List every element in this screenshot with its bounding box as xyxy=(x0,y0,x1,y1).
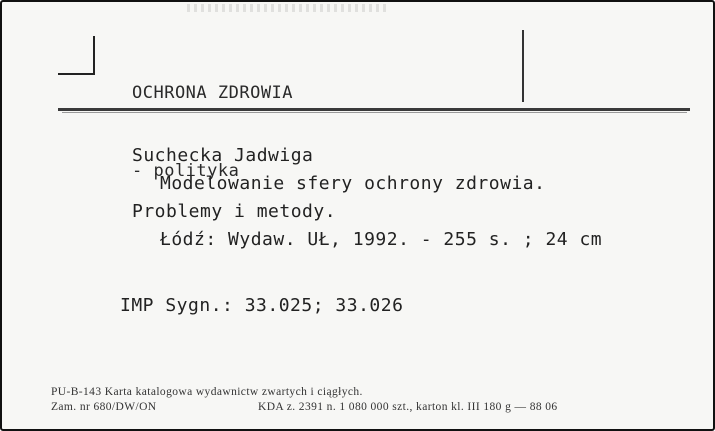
corner-bracket-horizontal xyxy=(58,73,95,75)
ink-smudge xyxy=(187,4,387,12)
call-number: IMP Sygn.: 33.025; 33.026 xyxy=(120,295,404,316)
entry-imprint: Łódź: Wydaw. UŁ, 1992. - 255 s. ; 24 cm xyxy=(160,229,603,250)
footer-form-line: PU-B-143 Karta katalogowa wydawnictw zwartych i ciągłych. xyxy=(51,386,363,398)
separator-rule-shadow xyxy=(62,112,687,113)
separator-rule xyxy=(58,108,690,111)
entry-author: Suchecka Jadwiga xyxy=(132,145,314,166)
footer-print-info: KDA z. 2391 n. 1 080 000 szt., karton kl. III 180 g — 88 06 xyxy=(258,401,558,413)
subject-heading: OCHRONA ZDROWIA xyxy=(132,83,294,103)
footer-order-number: Zam. nr 680/DW/ON xyxy=(51,401,157,413)
subject-subheading: - polityka xyxy=(132,161,240,181)
entry-title-line2: Problemy i metody. xyxy=(132,201,337,222)
entry-title-line1: Modelowanie sfery ochrony zdrowia. xyxy=(160,173,546,194)
corner-bracket-vertical xyxy=(93,36,95,74)
heading-divider xyxy=(522,30,524,102)
